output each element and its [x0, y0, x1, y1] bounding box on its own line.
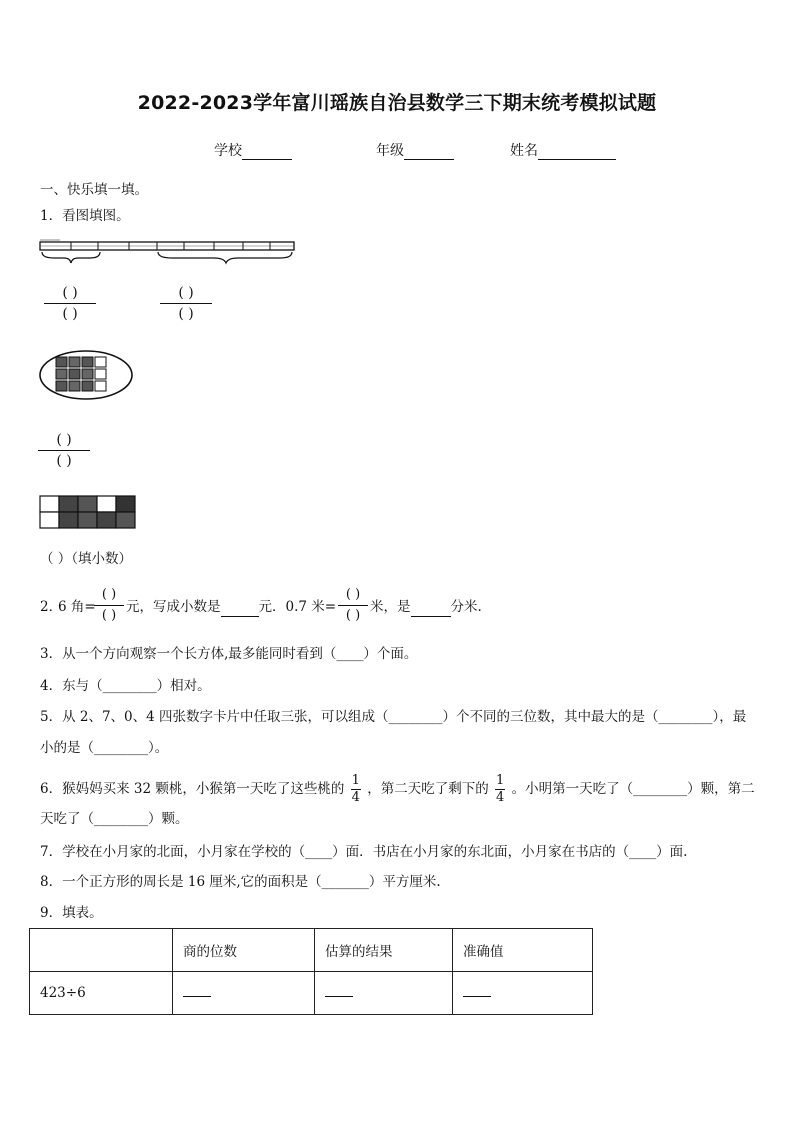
- grade-field: [376, 140, 454, 160]
- answer-cell-digits[interactable]: [173, 972, 315, 1015]
- question-4: 4．东与（________）相对。: [40, 678, 211, 694]
- fraction-one-quarter: $\frac{1}{4}$: [351, 773, 360, 805]
- grade-blank[interactable]: [404, 145, 454, 160]
- question-1-text: 1．看图填图。: [40, 208, 130, 224]
- shaded-grid-figure: [38, 494, 140, 532]
- name-field: [510, 140, 616, 160]
- q2-blank-decimeter[interactable]: [411, 602, 451, 617]
- q2-blank-decimal[interactable]: [221, 602, 259, 617]
- name-blank[interactable]: [538, 145, 616, 160]
- table-header-cell: 商的位数: [173, 929, 315, 972]
- grade-label: 年级: [376, 143, 404, 159]
- question-6-line2: 天吃了（________）颗。: [40, 811, 189, 827]
- question-2-part4: 米，是 分米.: [370, 599, 482, 615]
- fraction-blank-3[interactable]: ( ) ( ): [38, 430, 90, 471]
- fraction-blank-2[interactable]: ( ) ( ): [160, 283, 212, 324]
- table-header-row: [30, 929, 593, 972]
- school-field: [214, 140, 292, 160]
- question-3: 3．从一个方向观察一个长方体,最多能同时看到（____）个面。: [40, 646, 418, 662]
- table-row-label: 423÷6: [30, 972, 173, 1015]
- decimal-answer-line: （ ）（填小数）: [40, 551, 133, 567]
- school-label: 学校: [214, 143, 242, 159]
- question-7: 7．学校在小月家的北面，小月家在学校的（____）面．书店在小月家的东北面，小月家在书店的（____）面.: [40, 844, 688, 860]
- fraction-one-quarter: $\frac{1}{4}$: [496, 773, 505, 805]
- question-2-part1: 6 角=: [58, 599, 96, 615]
- answer-cell-estimate[interactable]: [315, 972, 453, 1015]
- q2-fraction-blank-1[interactable]: ( ) ( ): [94, 585, 124, 626]
- question-9: 9．填表。: [40, 905, 103, 921]
- section-heading: 一、快乐填一填。: [40, 182, 148, 198]
- question-5-line1: 5．从 2、7、0、4 四张数字卡片中任取三张，可以组成（________）个不同的三位数，其中最大的是（________），最: [40, 709, 747, 725]
- table-header-cell: 准确值: [453, 929, 593, 972]
- q2-fraction-blank-2[interactable]: ( ) ( ): [338, 585, 368, 626]
- table-header-cell: [30, 929, 173, 972]
- table-header-cell: 估算的结果: [315, 929, 453, 972]
- answer-cell-exact[interactable]: [453, 972, 593, 1015]
- name-label: 姓名: [510, 143, 538, 159]
- question-2-part2: 元，写成小数是 元．0.7 米=: [126, 599, 337, 615]
- fill-table: [29, 928, 593, 1015]
- page-title: 2022-2023学年富川瑶族自治县数学三下期末统考模拟试题: [137, 92, 657, 114]
- strip-diagram: [38, 236, 298, 266]
- question-2-number: 2．: [40, 599, 63, 615]
- table-row: [30, 972, 593, 1015]
- question-5-line2: 小的是（________）。: [40, 740, 169, 756]
- fraction-blank-1[interactable]: ( ) ( ): [44, 283, 96, 324]
- oval-grid-figure: [38, 349, 138, 401]
- school-blank[interactable]: [242, 145, 292, 160]
- question-8: 8．一个正方形的周长是 16 厘米,它的面积是（_______）平方厘米.: [40, 874, 441, 890]
- question-6-line1: 6．猴妈妈买来 32 颗桃，小猴第一天吃了这些桃的 $\frac{1}{4}$ ，第二天吃了剩下的 $\frac{1}{4}$ 。小明第一天吃了（________）颗，第二: [40, 773, 755, 805]
